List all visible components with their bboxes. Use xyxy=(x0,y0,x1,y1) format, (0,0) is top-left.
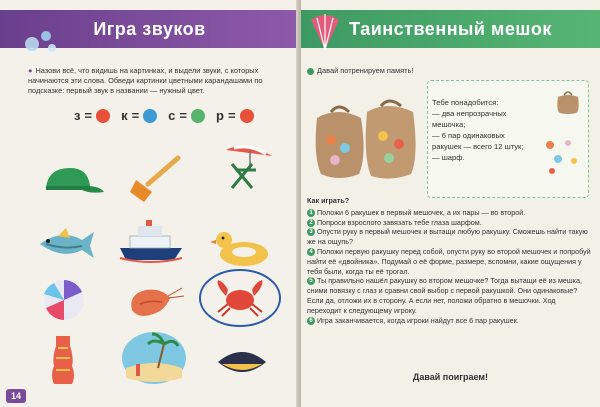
instruction-text: Назови всё, что видишь на картинках, и выдели звуки, с которых начинаются эти слова. Обведи картинки цветными карандашами по подсказке: первый звук в названии — нужный цвет. xyxy=(28,66,263,95)
mussel-icon[interactable] xyxy=(208,336,278,392)
left-page-number: 14 xyxy=(6,389,26,403)
supplies-list xyxy=(432,97,536,163)
ball-icon[interactable] xyxy=(34,272,104,328)
step-1-badge: 1 xyxy=(307,209,315,217)
bullet-icon: ● xyxy=(28,66,33,75)
island-icon[interactable] xyxy=(118,328,190,388)
left-page-title: Игра звуков xyxy=(93,18,206,39)
bubbles-icon xyxy=(22,24,62,56)
left-page xyxy=(0,0,299,407)
shells-scatter-icon xyxy=(540,135,584,179)
small-bag-icon xyxy=(554,85,582,115)
legend-letter-k: к xyxy=(121,108,128,123)
sound-color-legend: з = к = с = р = xyxy=(74,108,261,123)
right-page-title: Таинственный мешок xyxy=(349,18,552,39)
legend-letter-r: р xyxy=(216,108,224,123)
right-page xyxy=(301,0,600,407)
supply-scarf: — шарф. xyxy=(432,153,465,162)
supplies-box xyxy=(427,80,589,198)
intro-bullet-icon xyxy=(307,68,314,75)
step-6 xyxy=(307,316,591,326)
right-title-band xyxy=(301,10,600,48)
step-2 xyxy=(307,218,591,228)
legend-letter-s: с xyxy=(168,108,176,123)
shovel-icon[interactable] xyxy=(122,150,192,206)
fish-icon[interactable] xyxy=(32,216,102,272)
swimsuit-icon[interactable] xyxy=(32,332,102,388)
step-5-badge: 5 xyxy=(307,277,315,285)
shell-bags-icon xyxy=(309,78,421,182)
step-5 xyxy=(307,276,591,315)
pictures-grid xyxy=(26,140,284,390)
legend-dot-red-2 xyxy=(240,109,254,123)
legend-dot-blue xyxy=(143,109,157,123)
legend-letter-z: з xyxy=(74,108,81,123)
step-4-text: Положи первую ракушку перед собой, опусти руку во второй мешочек и попробуй найти её «двойника». Подумай о её форме, размере, вспомни, какие ощущения у тебя были, когда ты её трогал. xyxy=(307,246,591,276)
supply-bags: — два непрозрачных мешочка; xyxy=(432,109,507,129)
step-3 xyxy=(307,227,591,247)
step-4-badge: 4 xyxy=(307,248,315,256)
step-6-badge: 6 xyxy=(307,317,315,325)
left-instruction xyxy=(28,66,284,96)
closing-text: Давай поиграем! xyxy=(412,372,489,382)
step-2-text: Попроси взрослого завязать тебе глаза шарфом. xyxy=(317,217,482,227)
supply-shells: — 6 пар одинаковых ракушек — всего 12 штук; xyxy=(432,131,524,151)
how-to-title: Как играть? xyxy=(307,196,350,205)
step-6-text: Игра заканчивается, когда игроки найдут все 6 пар ракушек. xyxy=(317,315,519,325)
legend-dot-red xyxy=(96,109,110,123)
deck-chair-icon[interactable] xyxy=(212,140,282,196)
cap-icon[interactable] xyxy=(38,154,108,210)
memory-intro xyxy=(307,66,413,75)
supplies-heading: Тебе понадобится: xyxy=(432,98,499,107)
ship-icon[interactable] xyxy=(116,214,186,270)
left-title-band xyxy=(0,10,299,48)
legend-dot-green xyxy=(191,109,205,123)
fan-shell-icon xyxy=(307,10,343,54)
step-4 xyxy=(307,247,591,276)
step-1-text: Положи 6 ракушек в первый мешочек, а их пары — во второй. xyxy=(317,207,526,217)
step-3-badge: 3 xyxy=(307,228,315,236)
shrimp-icon[interactable] xyxy=(118,274,188,330)
intro-text: Давай потренируем память! xyxy=(317,66,414,75)
how-to-play xyxy=(307,196,591,325)
step-3-text: Опусти руку в первый мешочек и вытащи любую ракушку. Сможешь найти такую же на ощупь? xyxy=(307,227,588,247)
step-5-text: Ты правильно нашёл ракушку во втором мешочке? Тогда вытащи её из мешка, сними повязку с глаз и сравни свой выбор с первой ракушкой. Они одинаковые? Если да, отложи их в сторону. А если нет, положи обратно в мешочки. Ход переходит к следующему игроку. xyxy=(307,276,582,315)
step-1 xyxy=(307,208,591,218)
step-2-badge: 2 xyxy=(307,219,315,227)
crab-circled-icon[interactable] xyxy=(198,266,282,330)
